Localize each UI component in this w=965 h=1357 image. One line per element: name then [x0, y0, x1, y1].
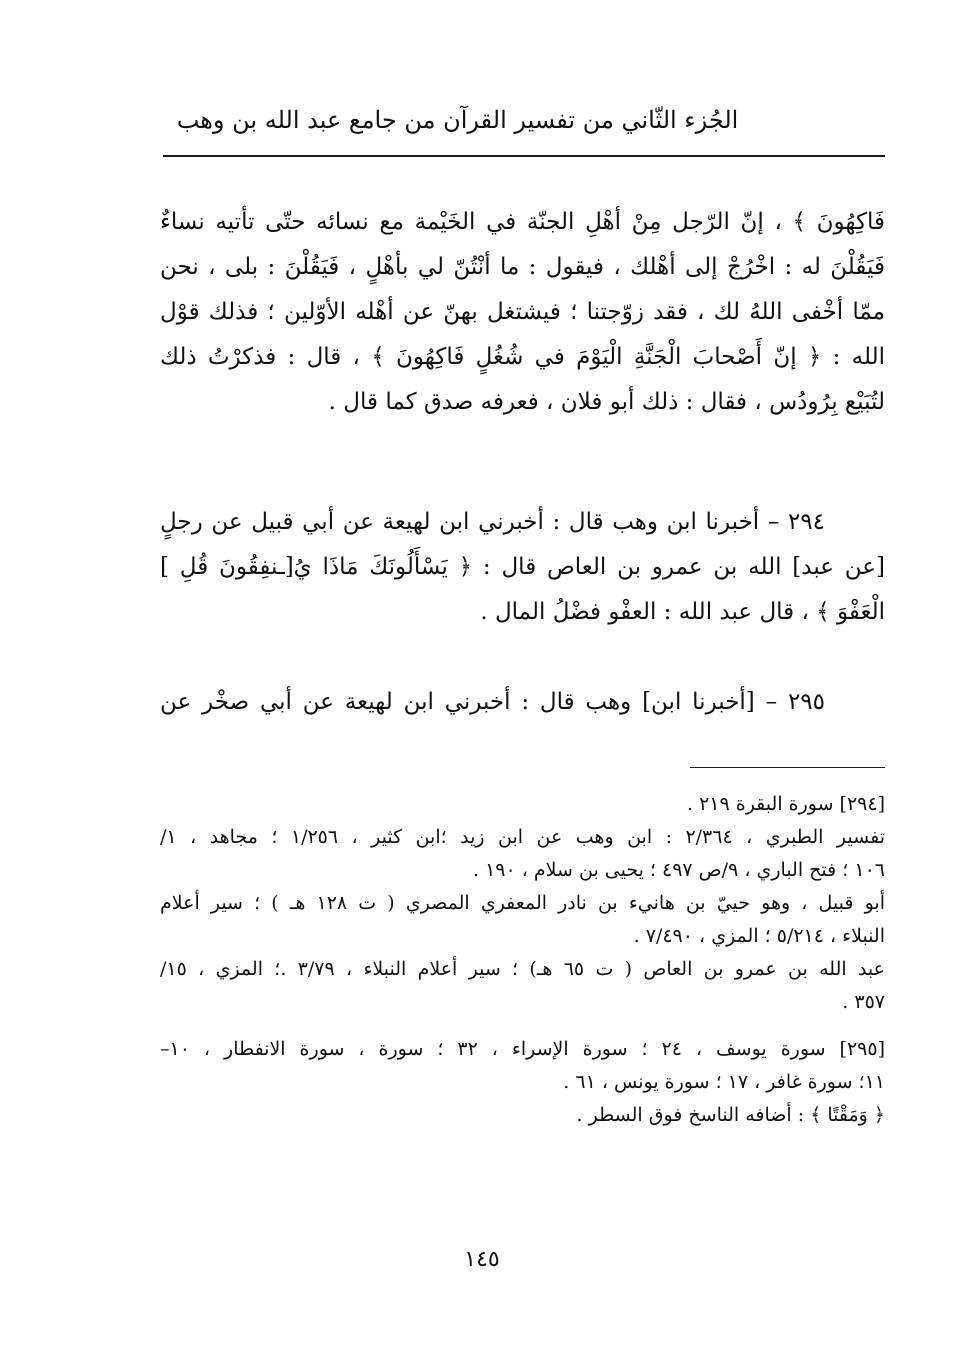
footnote-line: ١١؛ سورة غافر ، ١٧ ؛ سورة يونس ، ٦١ . [563, 1071, 885, 1093]
text-line: الله : ﴿ إنّ أَصْحابَ الْجَنَّةِ الْيَوْمَ في شُغُلٍ فَاكِهُونَ ﴾ ، قال : فذكرْتُ ذلك [160, 344, 885, 370]
text-line: فَاكِهُونَ ﴾ ، إنّ الرّجل مِنْ أهْلِ الجنّة في الخَيْمة مع نسائه حتّى تأتيه نساءٌ [160, 209, 885, 235]
text-line: لتُبَيْع بِرُودُس ، فقال : ذلك أبو فلان ، فعرفه صدق كما قال . [328, 389, 885, 415]
main-paragraph [160, 200, 885, 425]
footnote-line: [٢٩٥] سورة يوسف ، ٢٤ ؛ سورة الإسراء ، ٣٢ ؛ سورة ، سورة الانفطار ، ١٠– [160, 1038, 885, 1060]
footnote-line: ﴿ وَمَقْتًا ﴾ : أضافه الناسخ فوق السطر . [576, 1104, 885, 1126]
text-line: ممّا أخْفى اللهُ لك ، فقد زوّجتنا ؛ فيشتغل بهنّ عن أهْله الأوّلين ؛ فذلك قوْل [160, 299, 885, 325]
footnote-line: تفسير الطبري ، ٢/٣٦٤ : ابن وهب عن ابن زيد ؛ابن كثير ، ١/٢٥٦ ؛ مجاهد ، ١/ [160, 826, 885, 848]
footnote-line: ٣٥٧ . [842, 991, 885, 1013]
footnote-line: ١٠٦ ؛ فتح الباري ، ٩/ص ٤٩٧ ؛ يحيى بن سلام ، ١٩٠ . [472, 859, 885, 881]
text-line: ٢٩٤ – أخبرنا ابن وهب قال : أخبرني ابن لهيعة عن أبي قبيل عن رجلٍ [160, 509, 825, 535]
text-line: الْعَفْوَ ﴾ ، قال عبد الله : العفْو فضْلُ المال . [480, 599, 885, 625]
footnote-rule [690, 767, 885, 768]
footnotes [160, 788, 885, 1132]
footnote-gap [160, 1019, 885, 1033]
entry-295 [160, 680, 885, 725]
footnote-line: النبلاء ، ٥/٢١٤ ؛ المزي ، ٧/٤٩٠ . [633, 925, 885, 947]
header-rule [163, 155, 885, 157]
footnote-line: [٢٩٤] سورة البقرة ٢١٩ . [686, 793, 885, 815]
text-line: ٢٩٥ – [أخبرنا ابن] وهب قال : أخبرني ابن لهيعة عن أبي صخْر عن [160, 689, 825, 715]
running-header-title: الجُزء الثّاني من تفسير القرآن من جامع عبد الله بن وهب [176, 106, 739, 134]
footnote-line: عبد الله بن عمرو بن العاص ( ت ٦٥ هـ) ؛ سير أعلام النبلاء ، ٣/٧٩ .؛ المزي ، ١٥/ [160, 958, 885, 980]
text-line: [عن عبد] الله بن عمرو بن العاص قال : ﴿ يَسْأَلُونَكَ مَاذَا يُ[ـنفِقُونَ قُلِ ] [160, 554, 885, 580]
footnote-line: أبو قبيل ، وهو حييّ بن هانيء بن نادر المعفري المصري ( ت ١٢٨ هـ ) ؛ سير أعلام [160, 892, 885, 914]
text-line: فَيَقُلْنَ له : اخْرُجْ إلى أهْلك ، فيقول : ما أنْتُنّ لي بأهْلٍ ، فَيَقُلْنَ : بلى ، نحن [160, 254, 885, 280]
page-number: ١٤٥ [464, 1247, 500, 1272]
entry-294 [160, 500, 885, 635]
